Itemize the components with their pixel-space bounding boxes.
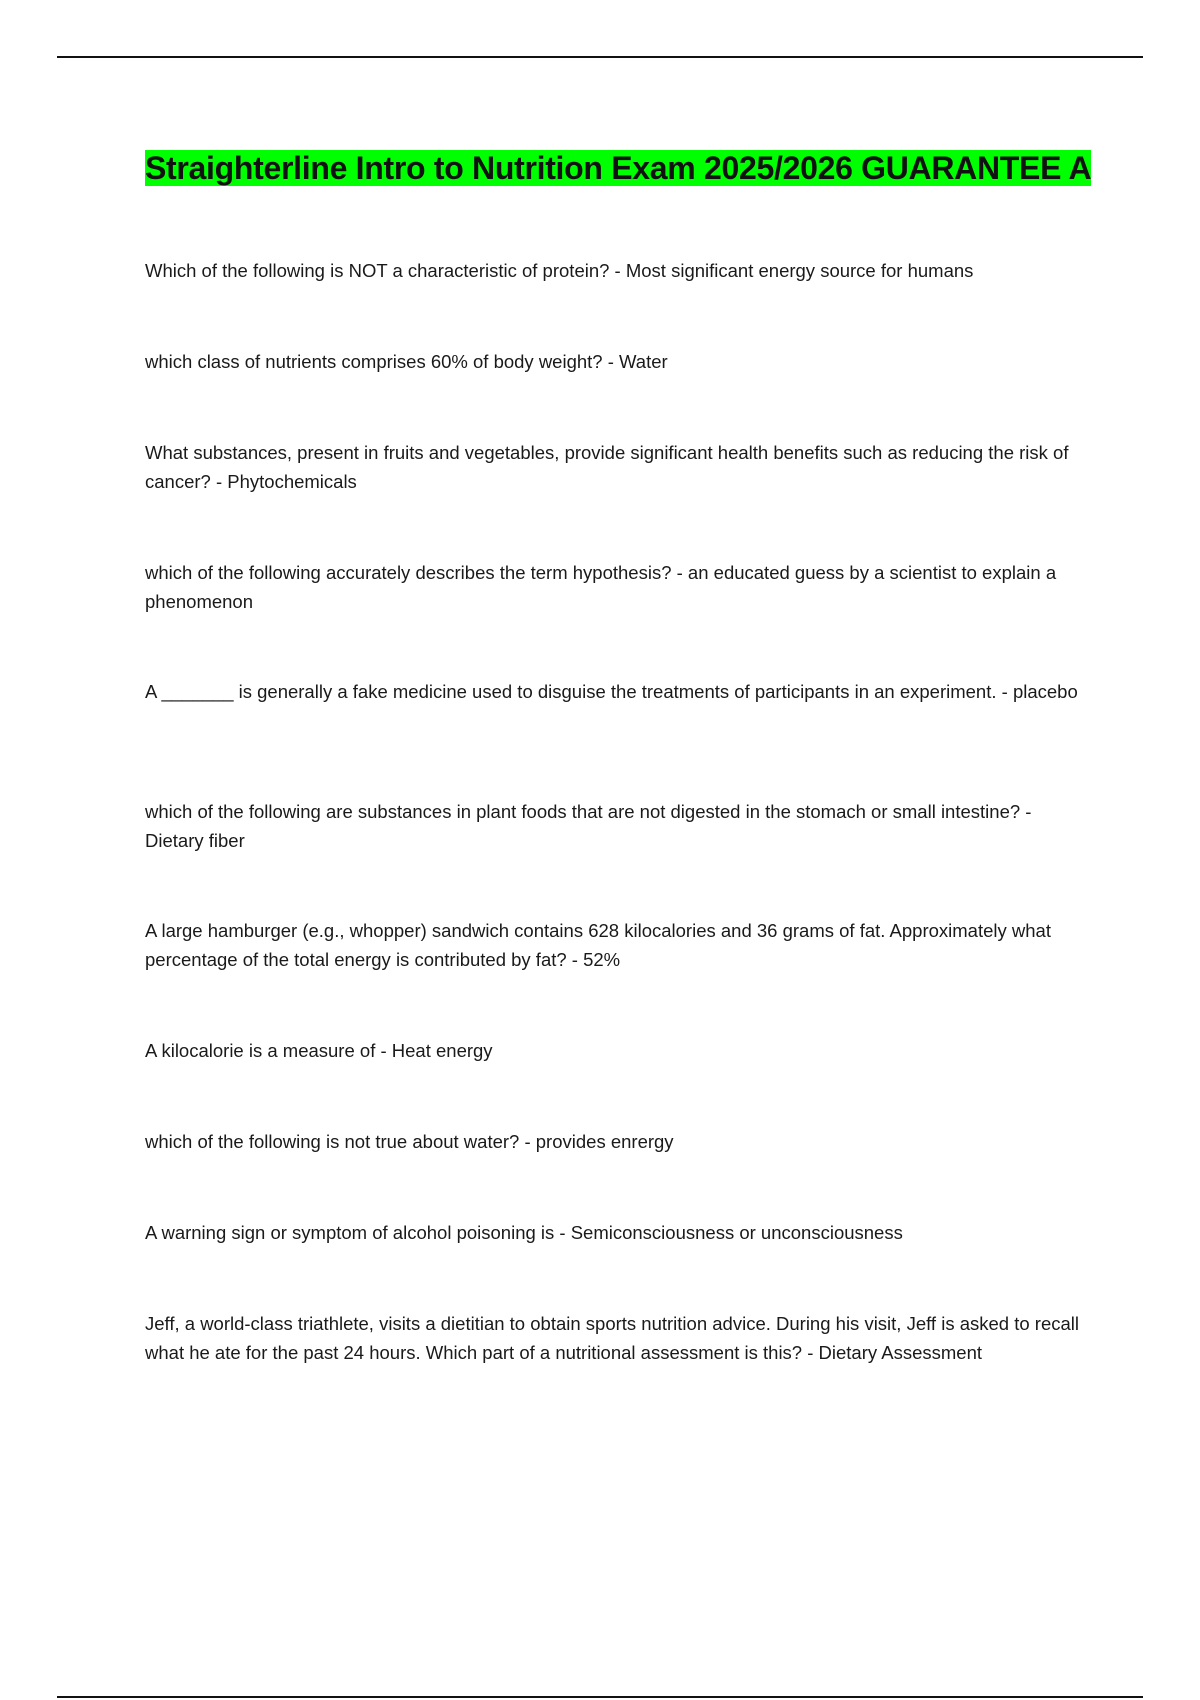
document-body — [145, 145, 1095, 1363]
title-highlight: Straighterline Intro to Nutrition Exam 2025/2026 GUARANTEE A — [145, 150, 1092, 186]
qa-item-7: A large hamburger (e.g., whopper) sandwich contains 628 kilocalories and 36 grams of fat. Approximately what percentage of the total energy is contributed by fat? - 52% — [145, 920, 1051, 970]
qa-item-4: which of the following accurately describes the term hypothesis? - an educated guess by a scientist to explain a phenomenon — [145, 562, 1057, 612]
qa-item-9: which of the following is not true about water? - provides enrergy — [145, 1131, 674, 1152]
qa-item-6: which of the following are substances in plant foods that are not digested in the stomach or small intestine? - Dietary fiber — [145, 801, 1032, 851]
qa-item-1: Which of the following is NOT a characteristic of protein? - Most significant energy source for humans — [145, 260, 974, 281]
qa-item-8: A kilocalorie is a measure of - Heat energy — [145, 1040, 493, 1061]
qa-item-10: A warning sign or symptom of alcohol poisoning is - Semiconsciousness or unconsciousness — [145, 1222, 903, 1243]
qa-item-3: What substances, present in fruits and vegetables, provide significant health benefits such as reducing the risk of cancer? - Phytochemicals — [145, 442, 1069, 492]
top-rule — [57, 56, 1143, 58]
qa-item-5: A _______ is generally a fake medicine used to disguise the treatments of participants in an experiment. - placebo — [145, 681, 1078, 702]
qa-item-2: which class of nutrients comprises 60% of body weight? - Water — [145, 351, 668, 372]
document-title — [145, 145, 1095, 191]
qa-item-11: Jeff, a world-class triathlete, visits a dietitian to obtain sports nutrition advice. During his visit, Jeff is asked to recall what he ate for the past 24 hours. Which part of a nutritional assessment is this? - Dietary Assessment — [145, 1313, 1079, 1363]
bottom-rule — [57, 1696, 1143, 1698]
